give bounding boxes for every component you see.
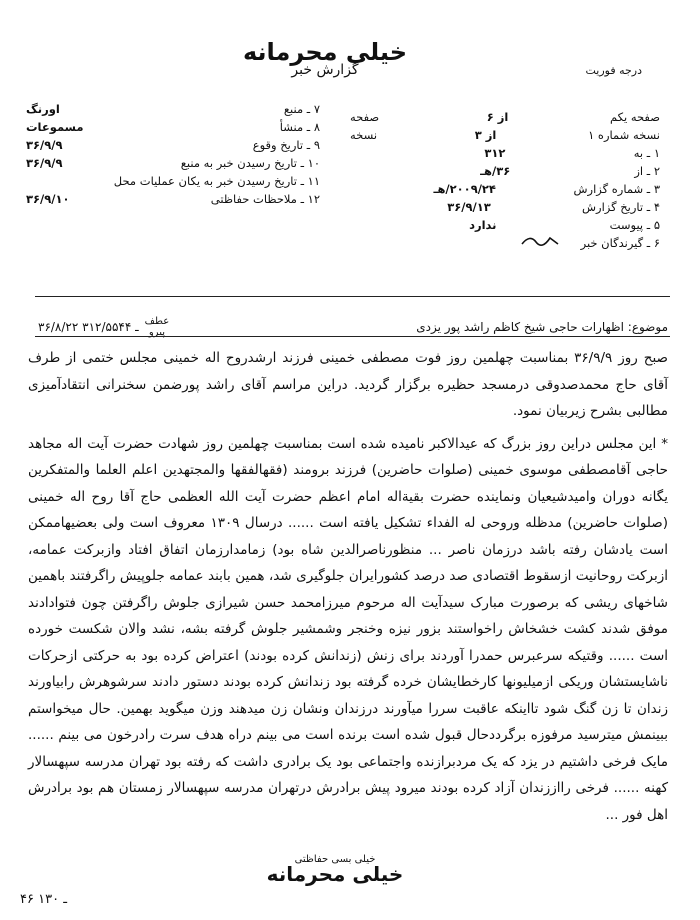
body-paragraph: * این مجلس دراین روز بزرگ که عیدالاکبر نامیده شده است بمناسبت چهلمین روز شهادت حضرت آیت اله مجاهد حاجی آقامصطفی موسوی خمینی (صلوات حاضرین) فرزند برومند (فقهالفقها والمجتهدین اعلم العلما والمتفکرین یگانه دوران وامیدشیعیان ونماینده حضرت بقیةاله امام اعظم حضرت آیت الله العظمی حاج آقا روح اله خمینی (صلوات حاضرین) مدظله وروحی له الفداء تشکیل یافته است ...... درسال ۱۳۰۹ معروف است ولی بعضیهاممکن است یادشان رفته باشد درزمان ناصر ... منظورناصرالدین شاه بود) زمامدارزمان اتفاق افتاد وازبرکت عمامه، ازبرکت روحانیت ازسقوط اقتصادی صد درصد کشورایران جلوگیری شد، همین بابند عمامه جلوپیش راگرفتند باهمین شاخهای ریشی که برصورت مبارک سیدآیت اله مرحوم میرزامحمد حسن شیرازی جلوش راگرفتن چون فتوادادند موفق شدند کشت خشخاش راخواستند بزور نیزه وخنجر وشمشیر جلوش گرفته بشه، نشد والان شکست خورده است ...... وقتیکه سرعبرس حمدرا آوردند برای زنش (زندانش کرده بودند) اعتراض کرده بود به حرکتی ازحرکات ناشایستشان وریکی ازمیلیونها کارخطایشان خرده گرفته بود زندانش کرده بودند دستور دادند سرشوهرش رابیاورند زندان تا زن گنگ شود تااینکه عاقبت سررا میآورند درزندان ونشان زن میدهند وزن میگوید بهمین. حال میخواستم ببینمش میترسید مرفوزه برگرددحال قبول شده است برنده است می بینم دراه هدف سرت رادرخون می بینم ...... مایک فرخی داشتیم در یزد که یک مردبرازنده واجتماعی بود یک برادری داشت که رفته بود تهران مدرسه سپهسالار کهنه ...... فرخی رااززندان آزاد کرده بودند میرود پیش برادرش درتهران مدرسه سپهسالار زمستان هم بود برادرش اهل فور ...: [28, 435, 668, 823]
report-type-label: گزارش خبر: [291, 62, 359, 78]
atf-label: عطف: [144, 316, 170, 327]
field-row: ۴ ـ تاریخ گزارش ۳۶/۹/۱۳: [447, 200, 660, 214]
classification-stamp-top: [230, 38, 420, 78]
reference-number: ۳۶/۸/۲۲ ـ ۳۱۲/۵۵۴۴: [38, 320, 139, 334]
field-row: ۱ ـ به ۳۱۲: [484, 146, 660, 160]
classification-stamp-bottom: [255, 854, 415, 886]
field-row: ۲ ـ از ۳۶/هـ: [480, 164, 660, 178]
body-paragraph: صبح روز ۳۶/۹/۹ بمناسبت چهلمین روز فوت مصطفی خمینی فرزند ارشدروح اله خمینی مجلس ختمی از طرف آقای حاج محمدصدوقی درمسجد حظیره برگزار گردید. دراین مراسم آقای راشد پورضمن سخنرانی انتقادآمیزی مطالبی بشرح زیربیان نمود.: [28, 350, 668, 419]
subject-label: موضوع:: [627, 320, 668, 334]
page-number: ۴۶ ـ ۱۳۰: [20, 892, 68, 907]
field-row: ۷ ـ منبع اورنگ: [26, 102, 320, 116]
field-row: ۳ ـ شماره گزارش ۲۰۰۹/۲۴/هـ: [433, 182, 660, 196]
field-row: ۱۰ ـ تاریخ رسیدن خبر به منبع ۳۶/۹/۹: [26, 156, 320, 170]
field-row: ۵ ـ پیوست ندارد: [469, 218, 660, 232]
protection-label: خیلی بسی حفاظتی: [294, 854, 376, 865]
field-row: ۱۲ ـ ملاحظات حفاظتی ۳۶/۹/۱۰: [26, 192, 320, 206]
urgency-label: درجه فوریت: [585, 64, 642, 77]
field-row: ۹ ـ تاریخ وقوع ۳۶/۹/۹: [26, 138, 320, 152]
classification-label: خیلی محرمانه: [242, 38, 408, 66]
field-row: صفحه یکم از ۶ صفحه: [350, 110, 660, 124]
reference-block: [38, 316, 169, 338]
report-metadata-right: [350, 108, 660, 252]
report-body: [28, 345, 668, 828]
handwritten-initial-mark: [520, 232, 560, 248]
subject-text: اظهارات حاجی شیخ کاظم راشد پور یزدی: [416, 320, 624, 334]
field-row: نسخه شماره ۱ از ۳ نسخه: [350, 128, 660, 142]
classification-label: خیلی محرمانه: [266, 862, 404, 886]
field-row: ۸ ـ منشأ مسموعات: [26, 120, 320, 134]
report-metadata-left: [20, 100, 320, 208]
field-row: ۱۱ ـ تاریخ رسیدن خبر به یکان عملیات محل: [113, 174, 320, 188]
divider-line: [35, 296, 670, 297]
field-row: ۶ ـ گیرندگان خبر: [580, 236, 660, 250]
peyro-label: پیرو: [148, 327, 165, 338]
subject-line: [38, 316, 668, 338]
divider-line: [35, 336, 670, 337]
